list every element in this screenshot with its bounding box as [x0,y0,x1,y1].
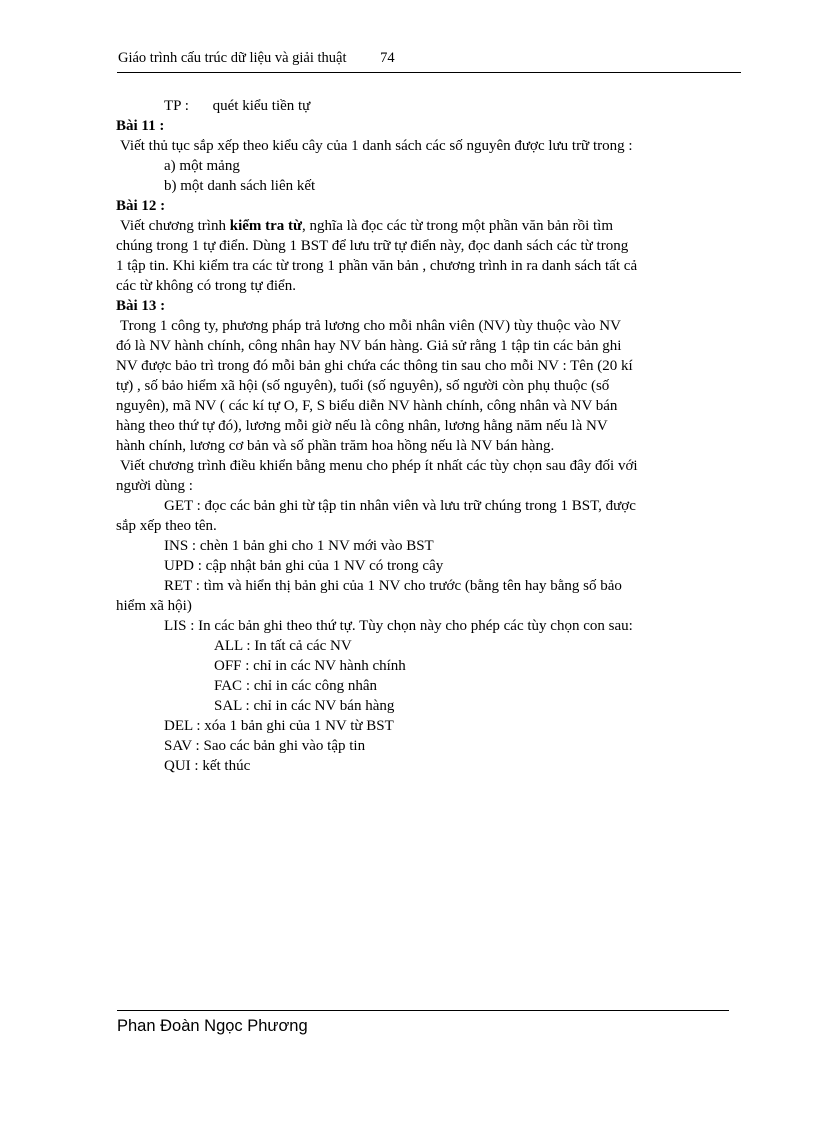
bai12-line-4: các từ không có trong tự điển. [116,278,296,294]
bai12-bold-term: kiểm tra từ [229,218,303,234]
bai13-line-6: hàng theo thứ tự đó), lương mỗi giờ nếu là công nhân, lương hằng năm nếu là NV [116,418,608,434]
bai13-line-2: đó là NV hành chính, công nhân hay NV bán hàng. Giả sử rằng 1 tập tin các bản ghi [116,338,622,354]
header-rule [117,72,741,73]
submenu-off: OFF : chỉ in các NV hành chính [214,658,406,674]
footer-author: Phan Đoàn Ngọc Phương [117,1017,308,1035]
menu-ret-line-2: hiểm xã hội) [116,598,192,614]
submenu-all: ALL : In tất cả các NV [214,638,352,654]
menu-sav: SAV : Sao các bản ghi vào tập tin [164,738,366,754]
bai12-line-1 [116,216,742,236]
footer-rule [117,1010,729,1011]
bai11-item-a: a) một mảng [164,158,240,174]
bai11-item-b: b) một danh sách liên kết [164,178,316,194]
menu-ins: INS : chèn 1 bản ghi cho 1 NV mới vào BST [164,538,434,554]
bai13-line-8: Viết chương trình điều khiển bằng menu cho phép ít nhất các tùy chọn sau đây đối với [120,458,638,474]
bai11-text: Viết thủ tục sắp xếp theo kiểu cây của 1 danh sách các số nguyên được lưu trữ trong : [120,138,633,154]
menu-upd: UPD : cập nhật bản ghi của 1 NV có trong cây [164,558,444,574]
bai13-line-7: hành chính, lương cơ bản và số phần trăm hoa hồng nếu là NV bán hàng. [116,438,555,454]
bai13-line-9: người dùng : [116,478,193,494]
page-header [118,50,395,67]
menu-ret-line-1: RET : tìm và hiển thị bản ghi của 1 NV cho trước (bằng tên hay bằng số bảo [164,578,622,594]
bai13-line-4: tự) , số bảo hiểm xã hội (số nguyên), tuổi (số nguyên), số người còn phụ thuộc (số [116,378,610,394]
bai13-line-1: Trong 1 công ty, phương pháp trả lương cho mỗi nhân viên (NV) tùy thuộc vào NV [120,318,621,334]
menu-qui: QUI : kết thúc [164,758,251,774]
bai12-text-pre: Viết chương trình [120,218,230,234]
tp-label: TP : [164,98,189,114]
page-number: 74 [380,50,395,66]
document-body [116,96,742,776]
bai12-heading: Bài 12 : [116,198,166,214]
bai12-text-post: , nghĩa là đọc các từ trong một phần văn bản rồi tìm [302,218,614,234]
menu-del: DEL : xóa 1 bản ghi của 1 NV từ BST [164,718,394,734]
header-title: Giáo trình cấu trúc dữ liệu và giải thuật [118,50,347,66]
bai12-line-3: 1 tập tin. Khi kiểm tra các từ trong 1 phần văn bản , chương trình in ra danh sách tất cả [116,258,638,274]
bai12-line-2: chúng trong 1 tự điển. Dùng 1 BST để lưu trữ tự điển này, đọc danh sách các từ trong [116,238,629,254]
submenu-fac: FAC : chỉ in các công nhân [214,678,378,694]
tp-line [116,96,742,116]
menu-get-line-1: GET : đọc các bản ghi từ tập tin nhân viên và lưu trữ chúng trong 1 BST, được [164,498,636,514]
menu-get-line-2: sắp xếp theo tên. [116,518,217,534]
bai13-line-3: NV được bảo trì trong đó mỗi bản ghi chứa các thông tin sau cho mỗi NV : Tên (20 kí [116,358,633,374]
tp-text: quét kiểu tiền tự [212,98,311,114]
bai11-heading: Bài 11 : [116,118,165,134]
bai13-heading: Bài 13 : [116,298,166,314]
menu-lis: LIS : In các bản ghi theo thứ tự. Tùy chọn này cho phép các tùy chọn con sau: [164,618,633,634]
submenu-sal: SAL : chỉ in các NV bán hàng [214,698,395,714]
bai13-line-5: nguyên), mã NV ( các kí tự O, F, S biểu diễn NV hành chính, công nhân và NV bán [116,398,618,414]
